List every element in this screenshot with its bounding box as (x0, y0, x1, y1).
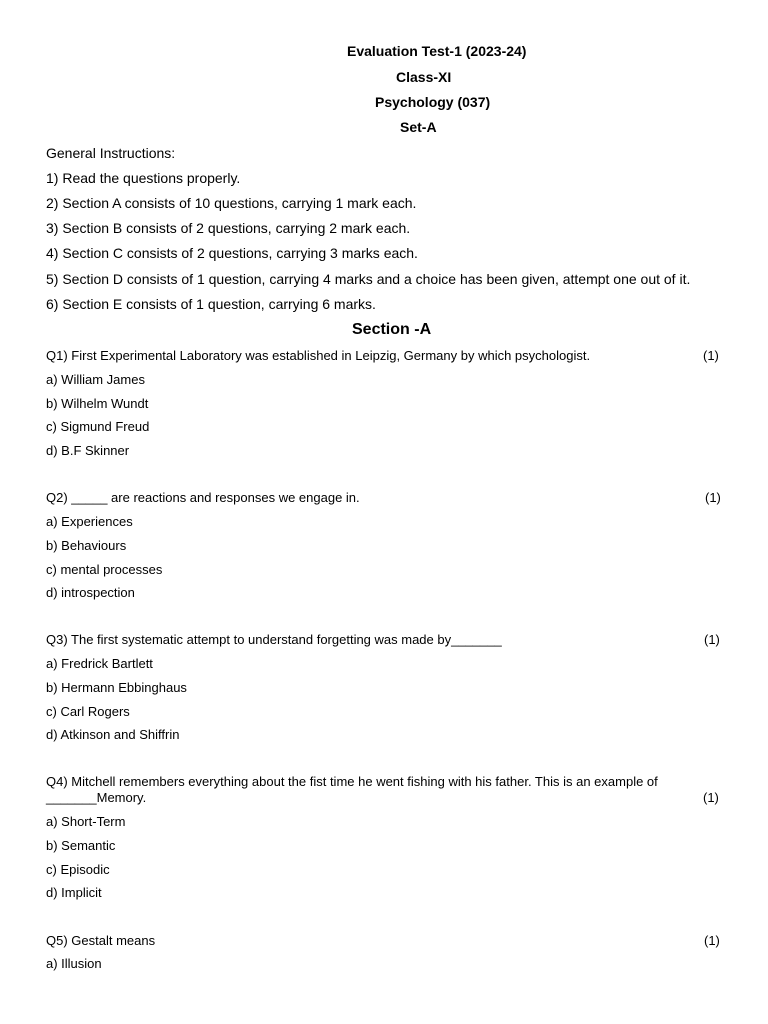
option: b) Wilhelm Wundt (46, 396, 149, 411)
option: b) Behaviours (46, 538, 127, 553)
option: c) Episodic (46, 862, 110, 877)
instruction-item: 4) Section C consists of 2 questions, carrying 3 marks each. (46, 245, 418, 261)
option: b) Hermann Ebbinghaus (46, 680, 187, 695)
option: a) Fredrick Bartlett (46, 656, 153, 671)
option: d) introspection (46, 585, 135, 600)
subject-label: Psychology (037) (375, 94, 491, 110)
question-marks: (1) (703, 790, 719, 805)
question-marks: (1) (705, 490, 721, 505)
paper-title: Evaluation Test-1 (2023-24) (347, 43, 527, 59)
set-label: Set-A (400, 119, 437, 135)
option: d) Implicit (46, 885, 102, 900)
option: d) B.F Skinner (46, 443, 130, 458)
section-a-title: Section -A (352, 321, 432, 338)
option: b) Semantic (46, 838, 116, 853)
question-text-continued: _______Memory. (46, 790, 147, 805)
option: d) Atkinson and Shiffrin (46, 727, 180, 742)
instructions-heading: General Instructions: (46, 145, 176, 161)
option: c) Carl Rogers (46, 704, 130, 719)
question-text: Q2) _____ are reactions and responses we engage in. (46, 490, 360, 505)
instruction-item: 6) Section E consists of 1 question, carrying 6 marks. (46, 296, 376, 312)
option: c) mental processes (46, 562, 163, 577)
instruction-item: 1) Read the questions properly. (46, 170, 241, 186)
instruction-item: 2) Section A consists of 10 questions, carrying 1 mark each. (46, 195, 417, 211)
question-marks: (1) (703, 348, 719, 363)
option: a) Experiences (46, 514, 133, 529)
question-text: Q1) First Experimental Laboratory was established in Leipzig, Germany by which psychologist. (46, 348, 591, 363)
class-label: Class-XI (396, 69, 452, 85)
instruction-item: 3) Section B consists of 2 questions, carrying 2 mark each. (46, 220, 411, 236)
option: a) Illusion (46, 956, 102, 971)
question-marks: (1) (704, 933, 720, 948)
option: c) Sigmund Freud (46, 419, 150, 434)
question-text: Q5) Gestalt means (46, 933, 156, 948)
question-text: Q3) The first systematic attempt to understand forgetting was made by_______ (46, 632, 502, 647)
question-text: Q4) Mitchell remembers everything about the fist time he went fishing with his father. This is an example of (46, 774, 658, 789)
option: a) William James (46, 372, 145, 387)
instruction-item: 5) Section D consists of 1 question, carrying 4 marks and a choice has been given, attempt one out of it. (46, 271, 691, 287)
question-marks: (1) (704, 632, 720, 647)
option: a) Short-Term (46, 814, 126, 829)
